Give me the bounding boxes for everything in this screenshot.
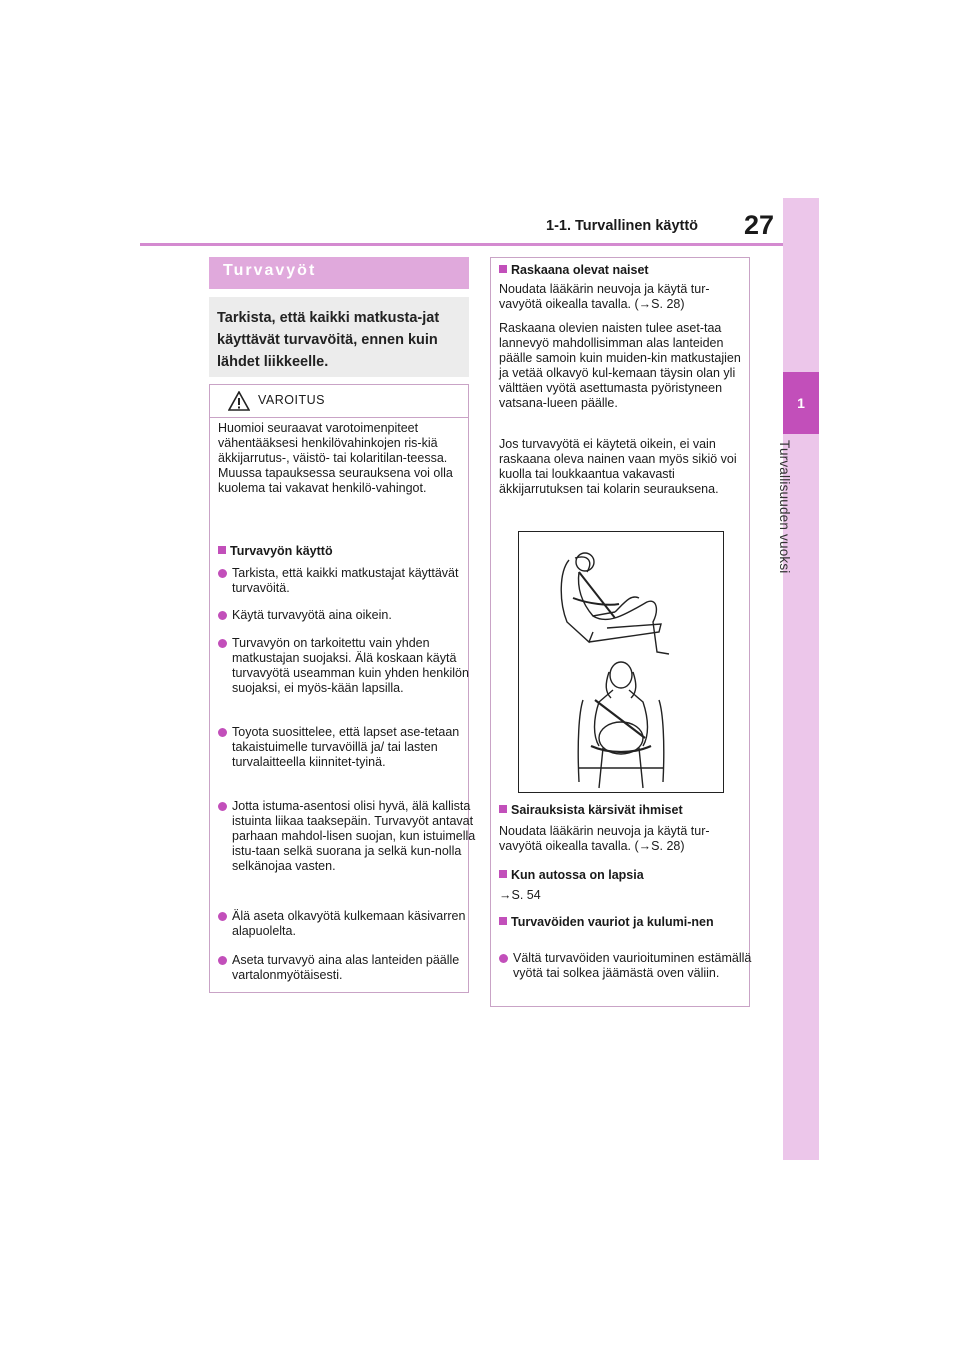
info-heading-text: Sairauksista kärsivät ihmiset — [511, 803, 683, 817]
warning-header — [210, 385, 468, 418]
warning-triangle-icon — [228, 391, 250, 411]
warning-heading — [218, 544, 464, 559]
heading-square-icon — [218, 546, 226, 554]
info-text: Raskaana olevien naisten tulee aset-taa lannevyö mahdollisimman alas lanteiden päälle samoin kuin muiden-kin matkustajien ja vetää olkavyö kul-kemaan täysin olan yli välttäen vyötä asettumasta pyöristyneen vatsana-lueen päälle. — [499, 321, 741, 410]
info-heading — [499, 803, 745, 818]
heading-square-icon — [499, 805, 507, 813]
topic-title-bar — [209, 257, 469, 289]
info-heading-text: Kun autossa on lapsia — [511, 868, 644, 882]
warning-heading-text: Turvavyön käyttö — [230, 544, 333, 558]
warning-bullet-text: Toyota suosittelee, että lapset ase-tetaan takaistuimelle turvavöillä ja/ tai lasten turvalaitteella kiinnitet-tyinä. — [232, 725, 460, 769]
bullet-dot-icon — [218, 569, 227, 578]
warning-bullet — [218, 608, 478, 623]
chapter-number: 1 — [783, 372, 819, 434]
warning-bullet-text: Älä aseta olkavyötä kulkemaan käsivarren alapuolelta. — [232, 909, 466, 938]
warning-intro-text: Huomioi seuraavat varotoimenpiteet vähentääksesi henkilövahinkojen ris-kiä äkkijarrutus-, väistö- tai kolaritilan-teessa. — [218, 421, 448, 465]
heading-square-icon — [499, 917, 507, 925]
warning-intro — [218, 421, 464, 496]
heading-square-icon — [499, 265, 507, 273]
warning-bullet-text: Aseta turvavyö aina alas lanteiden päälle vartalonmyötäisesti. — [232, 953, 460, 982]
intro-box — [209, 297, 469, 377]
page-number: 27 — [744, 210, 775, 240]
bullet-dot-icon — [218, 956, 227, 965]
info-heading — [499, 263, 745, 278]
info-text: Noudata lääkärin neuvoja ja käytä tur-vavyötä oikealla tavalla. (→S. 28) — [499, 824, 710, 853]
bullet-dot-icon — [218, 611, 227, 620]
warning-box — [209, 384, 476, 993]
info-text: Jos turvavyötä ei käytetä oikein, ei vain raskaana oleva nainen vaan myös sikiö voi kuolla tai loukkaantua vakavasti äkkijarrutuksen tai kolarin seurauksena. — [499, 437, 737, 496]
info-text: Noudata lääkärin neuvoja ja käytä tur-vavyötä oikealla tavalla. (→S. 28) — [499, 282, 710, 311]
info-bullet-text: Vältä turvavöiden vaurioituminen estämällä vyötä tai solkea jäämästä oven väliin. — [513, 951, 752, 980]
bullet-dot-icon — [218, 912, 227, 921]
warning-bullet-text: Tarkista, että kaikki matkustajat käyttävät turvavöitä. — [232, 566, 459, 595]
warning-bullet — [218, 636, 478, 696]
heading-square-icon — [499, 870, 507, 878]
warning-bullet — [218, 725, 478, 770]
warning-bullet — [218, 799, 478, 874]
chapter-label: Turvallisuuden vuoksi — [777, 440, 792, 574]
info-heading — [499, 915, 745, 930]
section-title: 1-1. Turvallinen käyttö — [546, 218, 699, 234]
warning-bullet-text: Jotta istuma-asentosi olisi hyvä, älä kallista istuinta liikaa taaksepäin. Turvavyöt antavat parhaan mahdol-lisen suojan, kun istuimella istu-taan selkä suorana ja selkä kun-nolla selkänojaa vasten. — [232, 799, 476, 873]
seatbelt-figure-icon — [519, 532, 723, 792]
topic-title: Turvavyöt — [223, 262, 317, 279]
bullet-dot-icon — [499, 954, 508, 963]
chapter-side-tab — [783, 198, 819, 1160]
info-heading-text: Raskaana olevat naiset — [511, 263, 649, 277]
warning-bullet-text: Turvavyön on tarkoitettu vain yhden matkustajan suojaksi. Älä koskaan käytä turvavyötä useamman kuin yhden henkilön suojaksi, ei myös-kään lapsilla. — [232, 636, 469, 695]
warning-bullet — [218, 566, 478, 596]
info-heading — [499, 868, 745, 883]
info-heading-text: Turvavöiden vauriot ja kulumi-nen — [511, 915, 714, 929]
header-divider — [140, 243, 783, 246]
page-reference: →S. 54 — [499, 888, 541, 902]
warning-bullet-text: Käytä turvavyötä aina oikein. — [232, 608, 392, 622]
warning-consequence-text: Muussa tapauksessa seurauksena voi olla kuolema tai vakavat henkilö-vahingot. — [218, 466, 453, 495]
pregnant-seatbelt-illustration — [518, 531, 724, 793]
bullet-dot-icon — [218, 728, 227, 737]
warning-bullet — [218, 953, 478, 983]
bullet-dot-icon — [218, 802, 227, 811]
info-bullet — [499, 951, 759, 981]
bullet-dot-icon — [218, 639, 227, 648]
warning-title: VAROITUS — [258, 393, 325, 407]
warning-bullet — [218, 909, 478, 939]
intro-text: Tarkista, että kaikki matkusta-jat käyttävät turvavöitä, ennen kuin lähdet liikkeelle. — [217, 310, 440, 370]
info-box — [490, 257, 750, 1007]
